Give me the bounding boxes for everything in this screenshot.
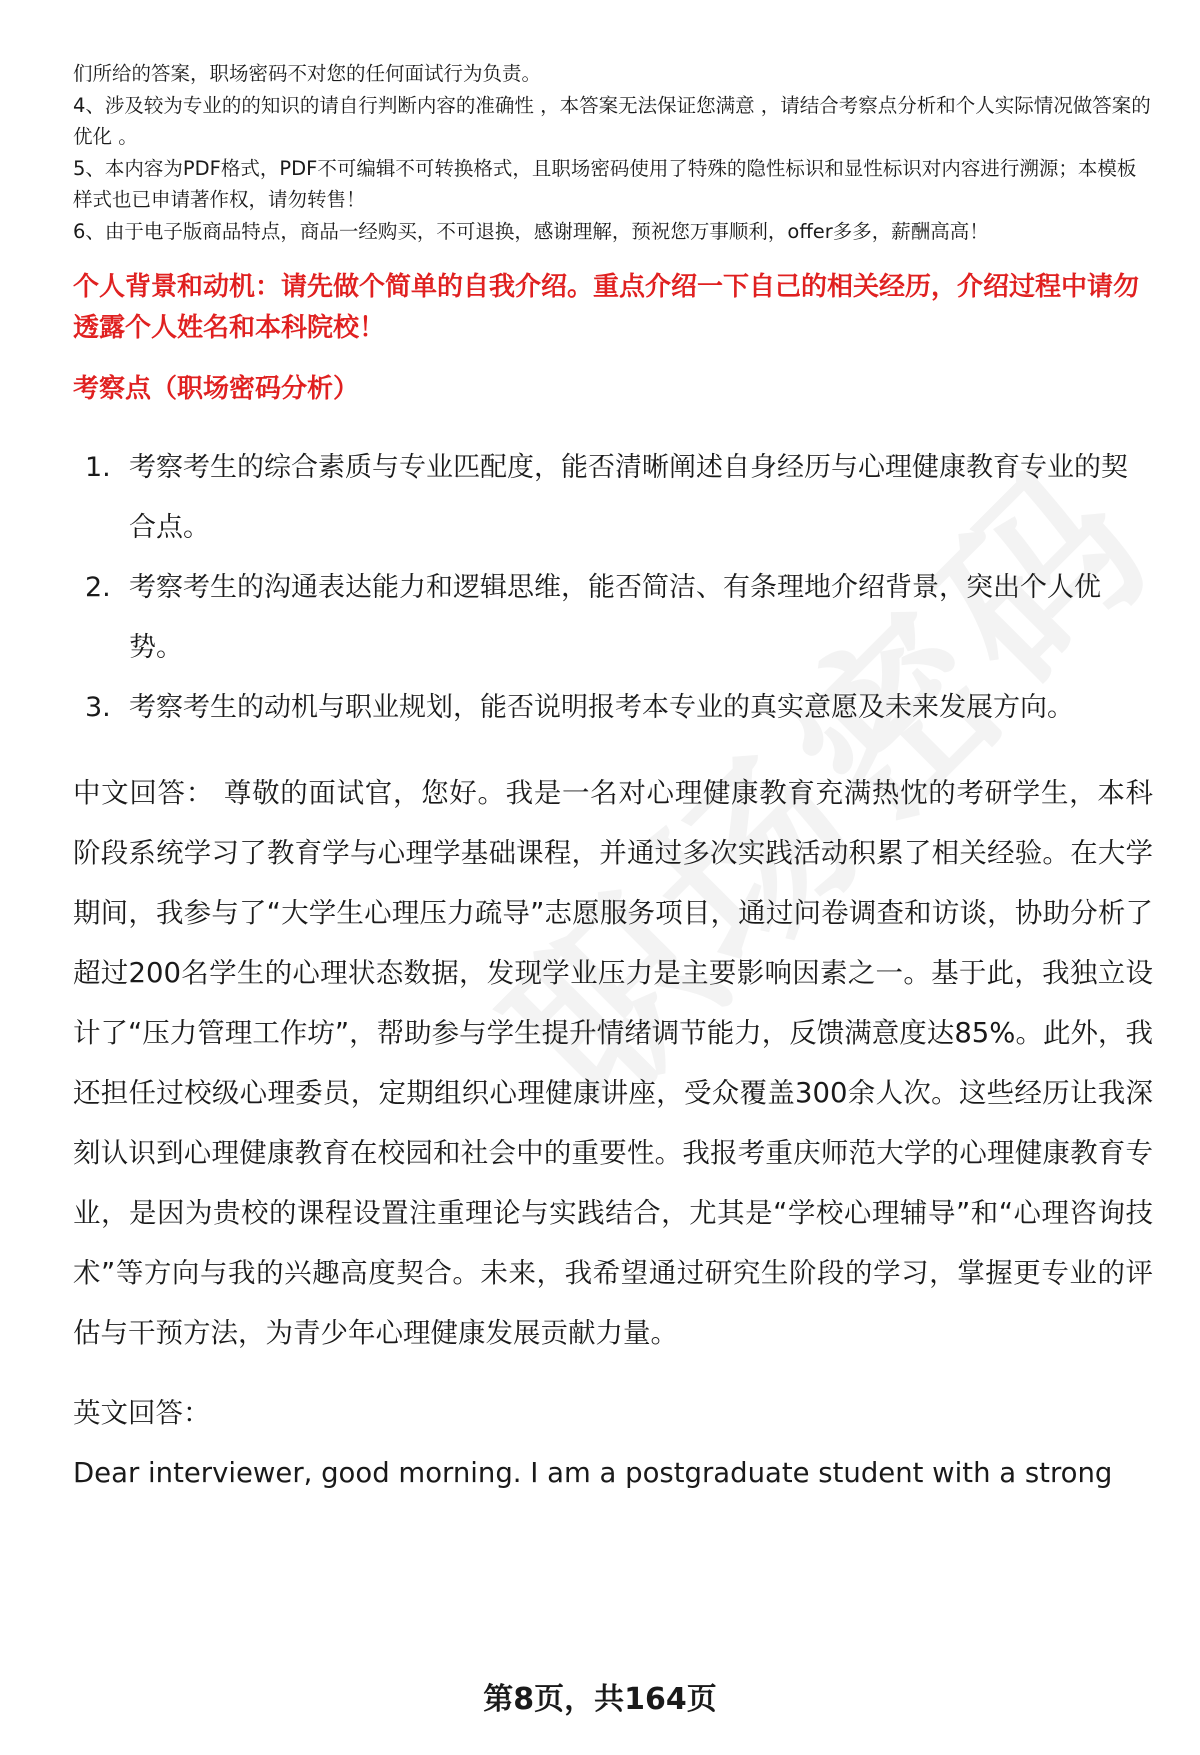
assessment-point — [73, 558, 1153, 678]
section-title: 考察点（职场密码分析） — [73, 374, 360, 404]
notice-line: 5、本内容为PDF格式，PDF不可编辑不可转换格式，且职场密码使用了特殊的隐性标识和显性标识对内容进行溯源；本模板样式也已申请著作权，请勿转售！ — [73, 156, 1137, 211]
notice-line: 4、涉及较为专业的的知识的请自行判断内容的准确性 ，本答案无法保证您满意 ，请结合考察点分析和个人实际情况做答案的优化 。 — [73, 93, 1151, 148]
assessment-point — [73, 438, 1153, 558]
english-answer-text: Dear interviewer, good morning. I am a postgraduate student with a strong — [73, 1457, 1113, 1489]
point-text: 考察考生的沟通表达能力和逻辑思维，能否简洁、有条理地介绍背景，突出个人优势。 — [129, 572, 1101, 663]
interview-question: 个人背景和动机：请先做个简单的自我介绍。重点介绍一下自己的相关经历，介绍过程中请勿透露个人姓名和本科院校！ — [73, 272, 1140, 343]
assessment-points — [73, 438, 1153, 738]
assessment-point — [73, 678, 1153, 738]
point-text: 考察考生的综合素质与专业匹配度，能否清晰阐述自身经历与心理健康教育专业的契合点。 — [129, 452, 1128, 543]
chinese-answer-text: 尊敬的面试官，您好。我是一名对心理健康教育充满热忱的考研学生，本科阶段系统学习了教育学与心理学基础课程，并通过多次实践活动积累了相关经验。在大学期间，我参与了“大学生心理压力疏导”志愿服务项目，通过问卷调查和访谈，协助分析了超过200名学生的心理状态数据，发现学业压力是主要影响因素之一。基于此，我独立设计了“压力管理工作坊”，帮助参与学生提升情绪调节能力，反馈满意度达85%。此外，我还担任过校级心理委员，定期组织心理健康讲座，受众覆盖300余人次。这些经历让我深刻认识到心理健康教育在校园和社会中的重要性。我报考重庆师范大学的心理健康教育专业，是因为贵校的课程设置注重理论与实践结合，尤其是“学校心理辅导”和“心理咨询技术”等方向与我的兴趣高度契合。未来，我希望通过研究生阶段的学习，掌握更专业的评估与干预方法，为青少年心理健康发展贡献力量。 — [73, 777, 1154, 1349]
point-text: 考察考生的动机与职业规划，能否说明报考本专业的真实意愿及未来发展方向。 — [129, 692, 1074, 723]
point-number: 2. — [85, 572, 111, 603]
notice-line: 6、由于电子版商品特点，商品一经购买，不可退换，感谢理解，预祝您万事顺利，offer多多，薪酬高高！ — [73, 219, 989, 243]
point-number: 3. — [85, 692, 111, 723]
document-page — [73, 58, 1153, 1503]
chinese-answer-label: 中文回答： — [73, 777, 214, 809]
page-number: 第8页，共164页 — [483, 1682, 717, 1717]
point-number: 1. — [85, 452, 111, 483]
chinese-answer — [73, 763, 1153, 1363]
notice-line: 们所给的答案，职场密码不对您的任何面试行为负责。 — [73, 62, 542, 85]
english-answer-label: 英文回答： — [73, 1397, 211, 1429]
